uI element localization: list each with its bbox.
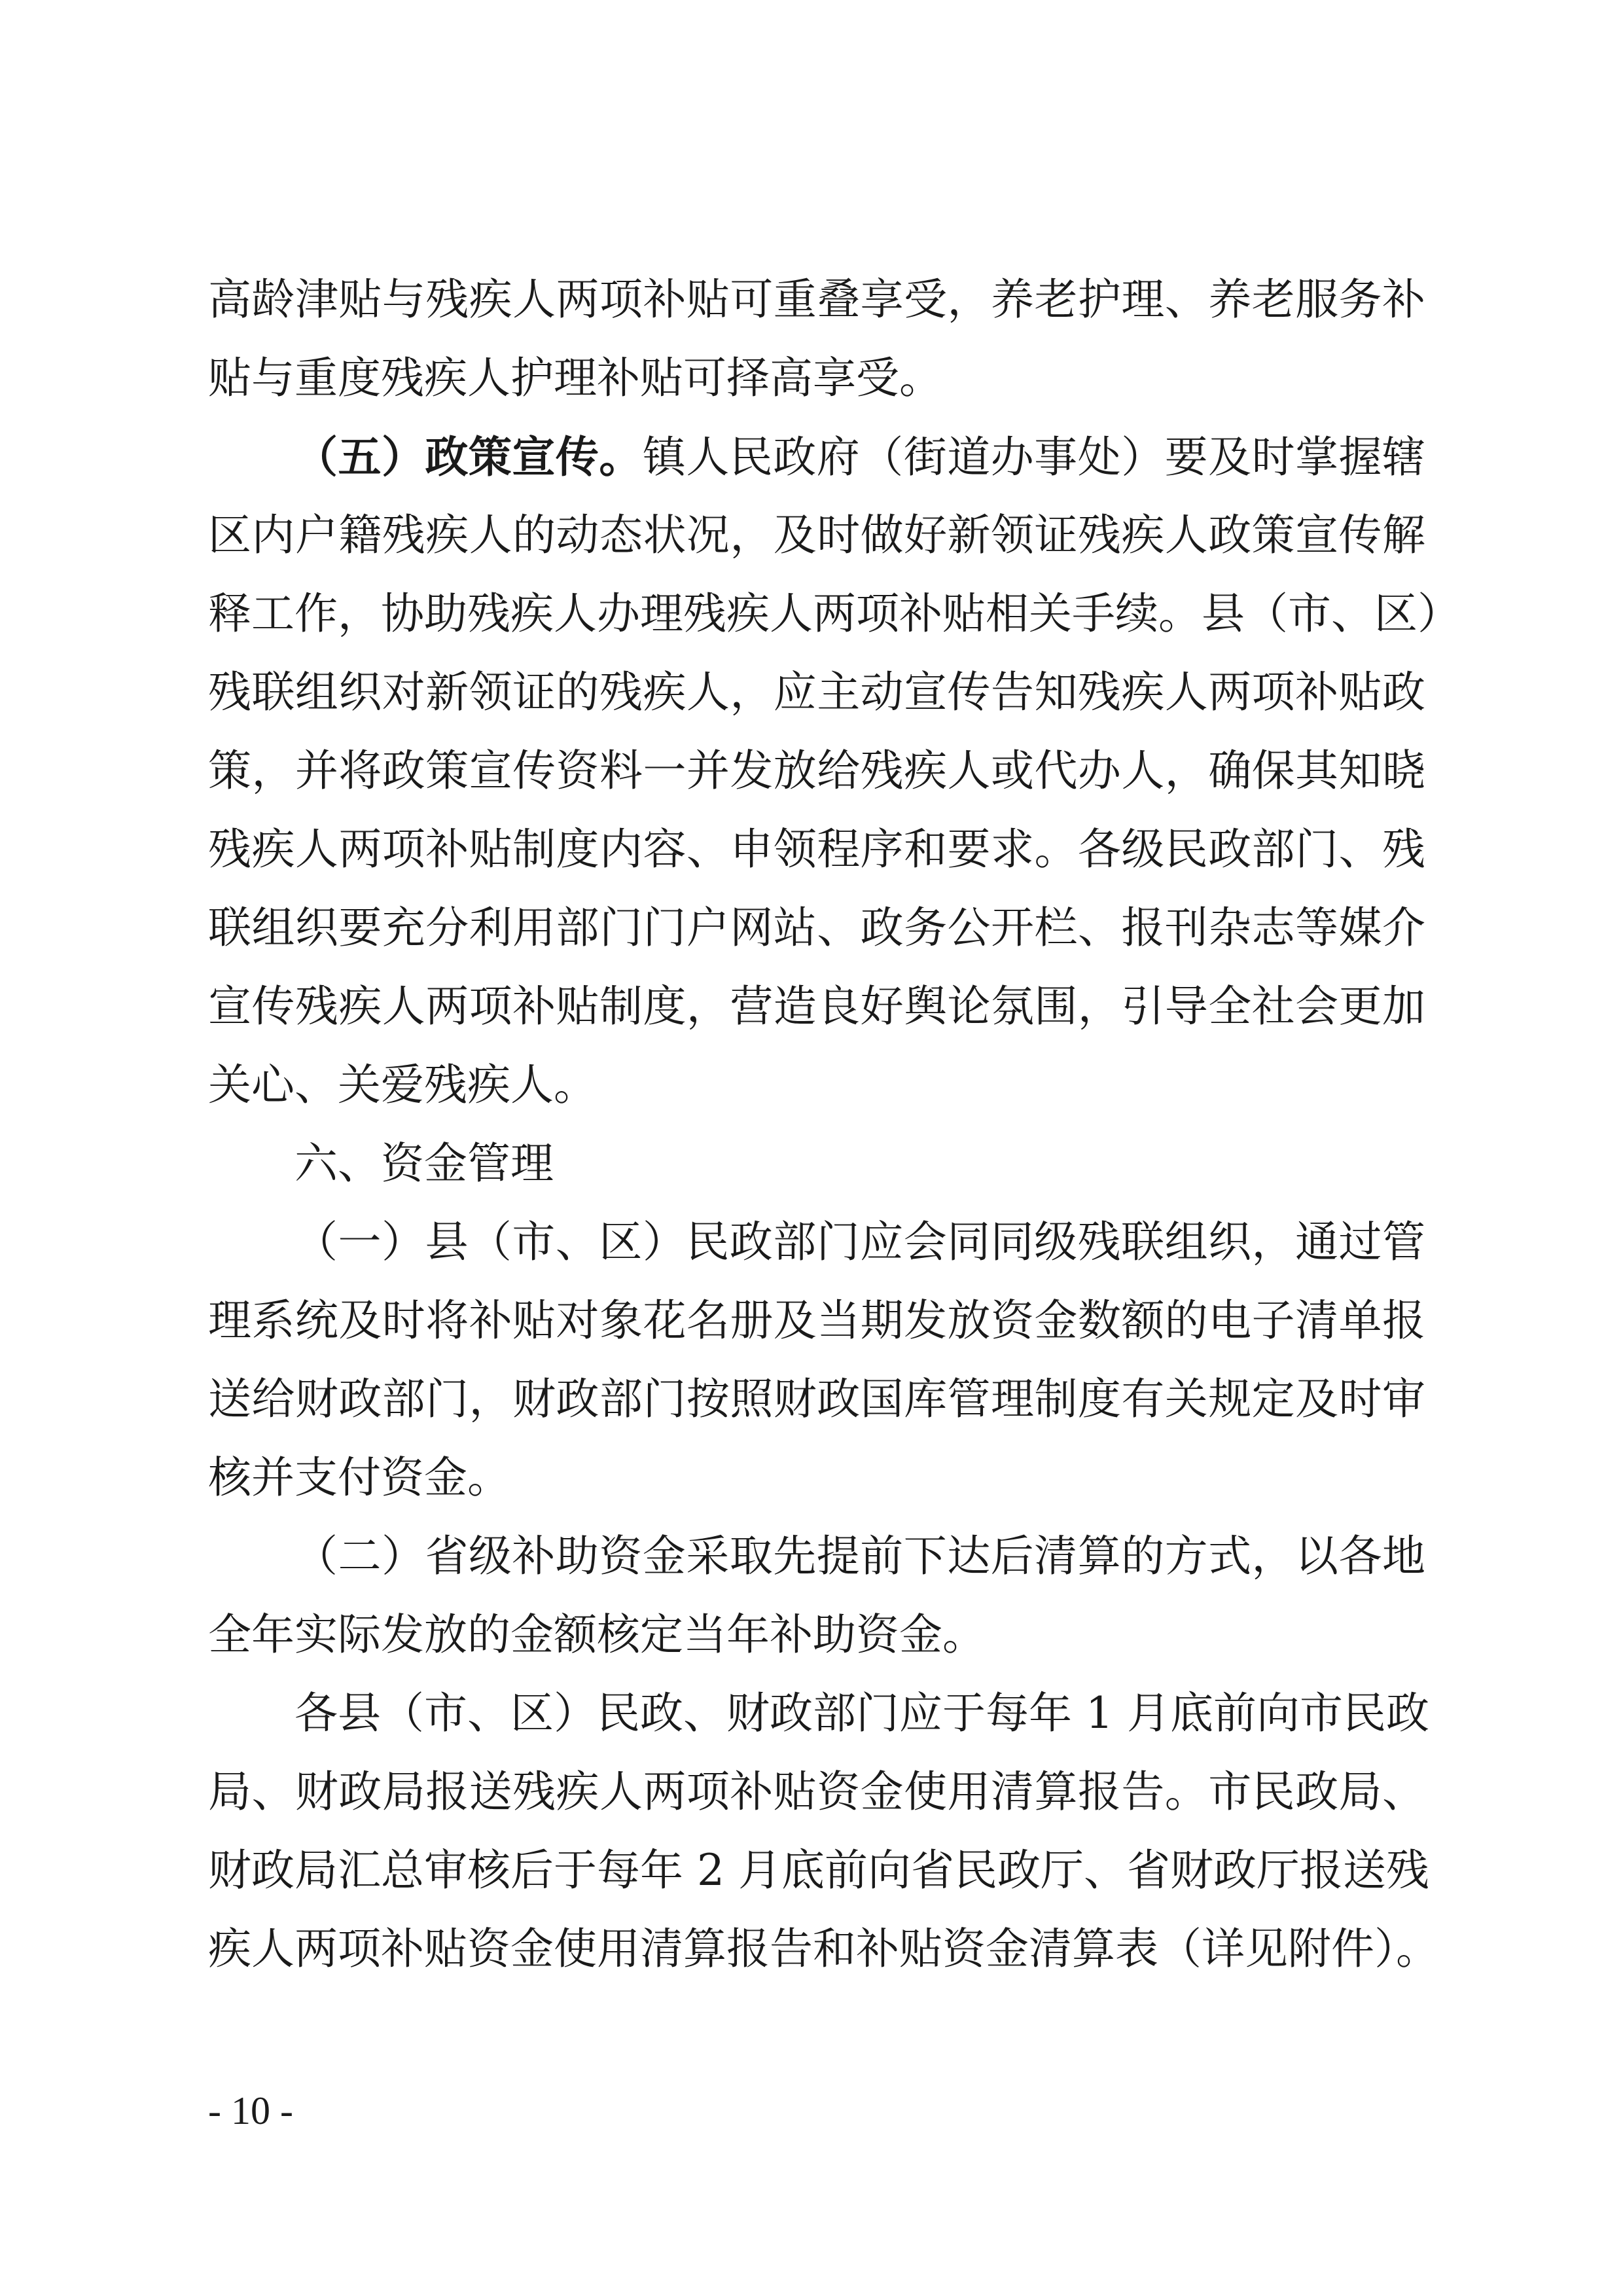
paragraph-line: 疾人两项补贴资金使用清算报告和补贴资金清算表（详见附件）。 [208, 1924, 1439, 1974]
paragraph-line: 区内户籍残疾人的动态状况，及时做好新领证残疾人政策宣传解 [208, 510, 1425, 560]
paragraph-line: 释工作，协助残疾人办理残疾人两项补贴相关手续。县（市、区） [208, 588, 1461, 639]
paragraph-text: 镇人民政府（街道办事处）要及时掌握辖 [642, 432, 1426, 482]
paragraph-line: 关心、关爱残疾人。 [208, 1060, 597, 1110]
paragraph-line: 全年实际发放的金额核定当年补助资金。 [208, 1609, 986, 1660]
paragraph-line: 残联组织对新领证的残疾人，应主动宣传告知残疾人两项补贴政 [208, 667, 1425, 717]
paragraph-line: 送给财政部门，财政部门按照财政国库管理制度有关规定及时审 [208, 1374, 1425, 1424]
paragraph-line: 策，并将政策宣传资料一并发放给残疾人或代办人，确保其知晓 [208, 745, 1425, 796]
paragraph-line: 理系统及时将补贴对象花名册及当期发放资金数额的电子清单报 [208, 1295, 1425, 1346]
paragraph-line: 财政局汇总审核后于每年 2 月底前向省民政厅、省财政厅报送残 [208, 1845, 1429, 1895]
paragraph-line: （一）县（市、区）民政部门应会同同级残联组织，通过管 [294, 1217, 1425, 1267]
paragraph-line: 各县（市、区）民政、财政部门应于每年 1 月底前向市民政 [294, 1688, 1429, 1738]
section-heading-fund-management: 六、资金管理 [294, 1138, 554, 1189]
section-five-line [294, 431, 1425, 484]
paragraph-line: 核并支付资金。 [208, 1452, 510, 1503]
paragraph-line: 宣传残疾人两项补贴制度，营造良好舆论氛围，引导全社会更加 [208, 981, 1425, 1031]
paragraph-line: 局、财政局报送残疾人两项补贴资金使用清算报告。市民政局、 [208, 1767, 1425, 1817]
paragraph-line: 贴与重度残疾人护理补贴可择高享受。 [208, 353, 942, 403]
paragraph-line: 高龄津贴与残疾人两项补贴可重叠享受，养老护理、养老服务补 [208, 274, 1425, 325]
paragraph-line: （二）省级补助资金采取先提前下达后清算的方式，以各地 [294, 1531, 1425, 1581]
page-number: - 10 - [208, 2089, 293, 2132]
paragraph-line: 联组织要充分利用部门门户网站、政务公开栏、报刊杂志等媒介 [208, 903, 1425, 953]
paragraph-line: 残疾人两项补贴制度内容、申领程序和要求。各级民政部门、残 [208, 824, 1425, 874]
section-heading-policy-publicity: （五）政策宣传。 [294, 431, 643, 482]
